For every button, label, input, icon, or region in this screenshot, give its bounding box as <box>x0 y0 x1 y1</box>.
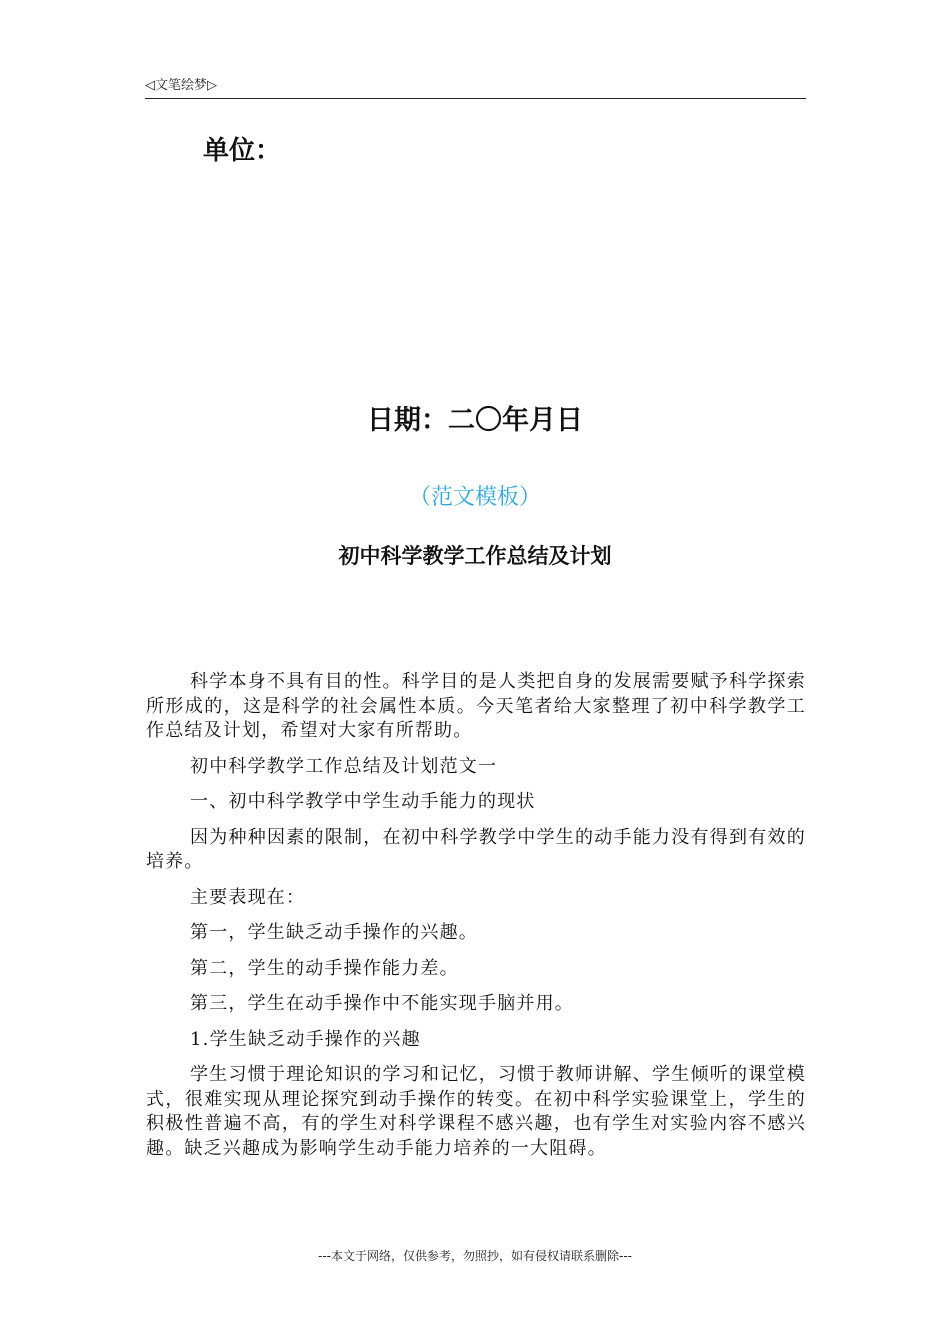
paragraph: 第三，学生在动手操作中不能实现手脑并用。 <box>190 993 574 1014</box>
paragraph: 第二，学生的动手操作能力差。 <box>190 957 459 979</box>
paragraph: 一、初中科学教学中学生动手能力的现状 <box>190 791 536 812</box>
document-title: 初中科学教学工作总结及计划 <box>338 544 612 568</box>
paragraph: 科学本身不具有目的性。科学目的是人类把自身的发展需要赋予科学探索所形成的，这是科学的社会属性本质。今天笔者给大家整理了初中科学教学工作总结及计划，希望对大家有所帮助。 <box>146 671 806 741</box>
date-label: 日期：二〇年月日 <box>367 405 583 436</box>
unit-label: 单位： <box>203 136 282 166</box>
header-brand: ◁文笔绘梦▷ <box>145 78 217 93</box>
page-header <box>145 74 806 99</box>
paragraph: 主要表现在： <box>190 886 306 908</box>
footer-disclaimer: ---本文于网络，仅供参考，勿照抄，如有侵权请联系删除--- <box>318 1249 632 1263</box>
template-tag: （范文模板） <box>408 485 541 510</box>
paragraph: 因为种种因素的限制，在初中科学教学中学生的动手能力没有得到有效的培养。 <box>146 826 806 872</box>
paragraph: 学生习惯于理论知识的学习和记忆，习惯于教师讲解、学生倾听的课堂模式，很难实现从理论探究到动手操作的转变。在初中科学实验课堂上，学生的积极性普遍不高，有的学生对科学课程不感兴趣，也有学生对实验内容不感兴趣。缺乏兴趣成为影响学生动手能力培养的一大阻碍。 <box>146 1064 806 1159</box>
paragraph: 初中科学教学工作总结及计划范文一 <box>190 755 498 777</box>
paragraph: 第一，学生缺乏动手操作的兴趣。 <box>190 922 478 943</box>
document-body <box>146 670 806 1172</box>
paragraph: 1.学生缺乏动手操作的兴趣 <box>190 1028 421 1050</box>
